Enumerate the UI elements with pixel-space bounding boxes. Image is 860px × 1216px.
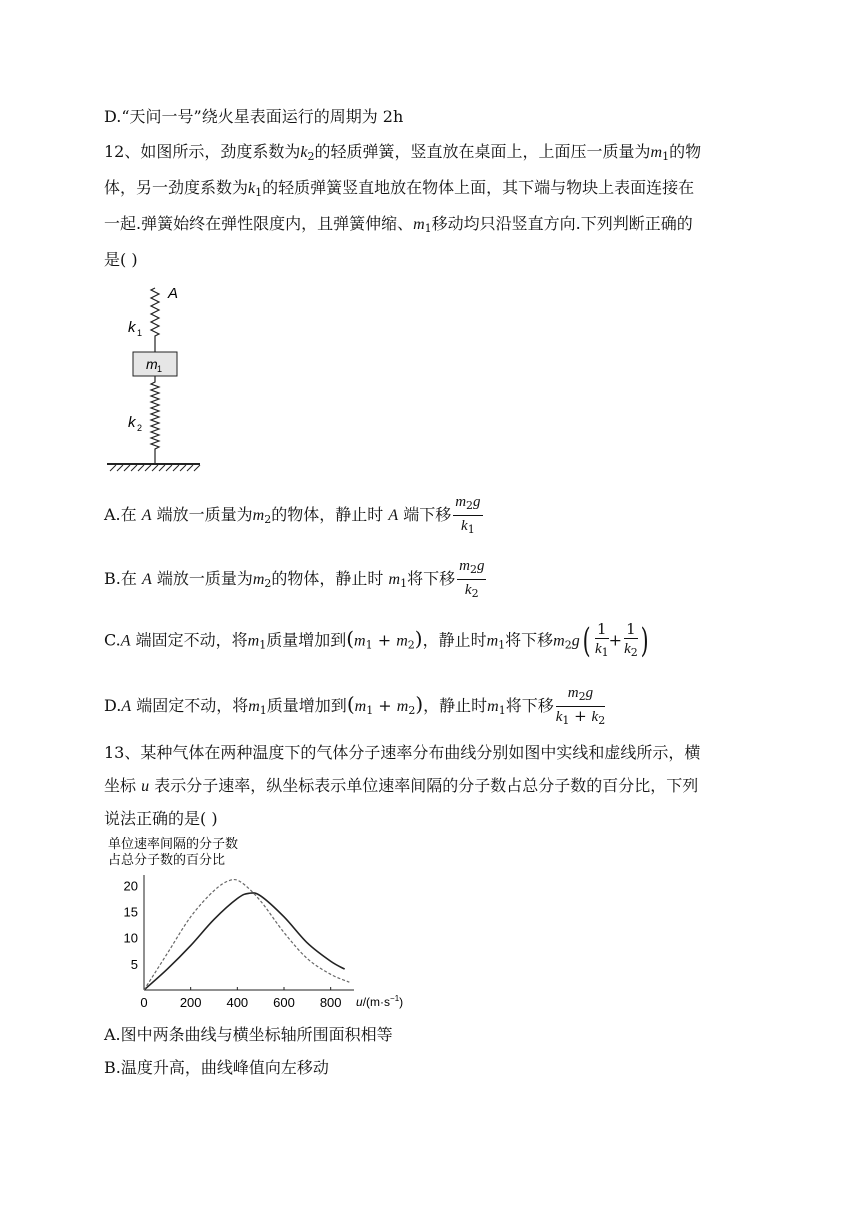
opt-text: 将下移 <box>505 696 554 715</box>
q12-text: 12、如图所示，劲度系数为 <box>104 142 301 161</box>
q12-stem-line1: 12、如图所示，劲度系数为$k_2$的轻质弹簧，竖直放在桌面上，上面压一质量为$m_1$的物 <box>104 142 702 163</box>
opt-text: 端放一质量为 <box>156 505 253 524</box>
q13-stem-line1 <box>104 740 700 766</box>
q13-option-b <box>104 1055 329 1081</box>
q13-option-a <box>104 1022 393 1048</box>
y-axis-label-line1: 单位速率间隔的分子数 <box>108 836 239 851</box>
m2-symbol: m <box>252 571 265 588</box>
label-k1-sub: 1 <box>137 328 143 338</box>
opt-text: C. <box>104 630 121 650</box>
label-k1: k <box>128 319 136 336</box>
opt-text: 端下移 <box>403 505 452 524</box>
q13-text: 说法正确的是( ) <box>104 809 218 828</box>
opt-text: ，静止时 <box>423 696 488 715</box>
A-symbol: A <box>141 571 152 588</box>
q12-option-a: A.在 A 端放一质量为$m_2$的物体，静止时 A 端下移 $\frac{m_2g}{k_1}$ <box>104 492 483 539</box>
q12-option-d: D.A 端固定不动，将$m_1$质量增加到$(m_1 + m_2)$，静止时$m_1$将下移 $\frac{m_2g}{k_1 + k_2}$ <box>104 683 605 730</box>
y-tick-label: 10 <box>123 930 138 946</box>
m1-symbol: m <box>388 571 401 588</box>
opt-text: D. <box>104 696 122 715</box>
q12-text: 的轻质弹簧竖直地放在物体上面，其下端与物块上表面连接在 <box>262 178 695 197</box>
q12-text: 一起.弹簧始终在弹性限度内，且弹簧伸缩、 <box>104 214 414 233</box>
q13-text: 13、某种气体在两种温度下的气体分子速率分布曲线分别如图中实线和虚线所示，横 <box>104 743 701 762</box>
q12-text: 移动均只沿竖直方向.下列判断正确的 <box>431 214 693 233</box>
q13-text: 表示分子速率，纵坐标表示单位速率间隔的分子数占总分子数的百分比，下列 <box>154 776 699 795</box>
A-symbol: A <box>388 507 399 524</box>
q12-option-c: C.A 端固定不动，将$m_1$质量增加到$(m_1 + m_2)$，静止时$m_1$将下移$m_2g$( $\frac{1}{k_1}$ + $\frac{1}{k_2}$ ) <box>104 620 649 661</box>
label-m1-sub: 1 <box>157 364 163 374</box>
y-axis-label-line2: 占总分子数的百分比 <box>108 852 226 867</box>
spring-k2 <box>151 376 159 464</box>
m1-symbol: m <box>247 632 260 650</box>
fraction: $\frac{m_2g}{k_1}$ <box>455 494 481 536</box>
fraction: $\frac{m_2g}{k_1 + k_2}$ <box>555 685 606 727</box>
label-A: A <box>168 285 179 302</box>
q12-text: 的轻质弹簧，竖直放在桌面上，上面压一质量为 <box>314 142 651 161</box>
spring-diagram <box>100 280 210 475</box>
y-tick-label: 20 <box>123 878 138 894</box>
x-tick-label: 200 <box>179 995 202 1010</box>
q13-stem-line3 <box>104 806 218 832</box>
y-tick-label: 15 <box>123 904 138 920</box>
q12-text: 的物 <box>669 142 702 161</box>
q13-text: 坐标 <box>104 776 137 795</box>
q12-stem-line2: 体，另一劲度系数为$k_1$的轻质弹簧竖直地放在物体上面，其下端与物块上表面连接在 <box>104 178 695 199</box>
k1-symbol: k <box>248 180 256 197</box>
m1-symbol: m <box>413 216 425 233</box>
opt-text: B.在 <box>104 569 137 588</box>
label-k2-sub: 2 <box>137 423 143 433</box>
spring-k1 <box>151 288 159 352</box>
q11-option-d <box>104 104 403 130</box>
ground-hatch <box>110 465 200 471</box>
A-symbol: A <box>120 632 131 650</box>
opt-text: 端放一质量为 <box>156 569 253 588</box>
q12-text: 体，另一劲度系数为 <box>104 178 249 197</box>
series-dashed-curve <box>144 880 349 990</box>
x-tick-label: 400 <box>226 995 249 1010</box>
opt-text: 的物体，静止时 <box>271 505 384 524</box>
A-symbol: A <box>141 507 152 524</box>
u-symbol: u <box>141 778 150 795</box>
y-tick-label: 5 <box>130 956 138 972</box>
q12-stem-line4 <box>104 247 138 273</box>
opt-text: 将下移 <box>505 630 554 650</box>
x-axis-label: $u/(m\cdot s^{-1})$ <box>356 994 404 1009</box>
opt-text: 将下移 <box>407 569 456 588</box>
x-tick-label: 800 <box>319 995 342 1010</box>
q11-option-d-text: D.“天问一号”绕火星表面运行的周期为 2h <box>104 107 404 126</box>
m1-symbol: m <box>650 144 663 161</box>
q12-stem-line3: 一起.弹簧始终在弹性限度内，且弹簧伸缩、$m_1$移动均只沿竖直方向.下列判断正确的 <box>104 214 693 235</box>
opt-text: A.在 <box>104 505 137 524</box>
q12-option-b: B.在 A 端放一质量为$m_2$的物体，静止时 $m_1$将下移 $\frac{m_2g}{k_2}$ <box>104 556 486 603</box>
q13-option-b-text: B.温度升高，曲线峰值向左移动 <box>104 1058 329 1077</box>
opt-text: 的物体，静止时 <box>271 569 384 588</box>
k2-symbol: k <box>300 144 308 161</box>
opt-text: 端固定不动，将 <box>135 630 248 650</box>
x-tick-label: 0 <box>140 995 148 1010</box>
label-m1: m <box>146 356 158 372</box>
q13-option-a-text: A.图中两条曲线与横坐标轴所围面积相等 <box>104 1025 393 1044</box>
opt-text: 质量增加到 <box>266 696 347 715</box>
opt-text: 质量增加到 <box>266 630 347 650</box>
x-tick-label: 600 <box>273 995 295 1010</box>
q12-text: 是( ) <box>104 250 138 269</box>
opt-text: 端固定不动，将 <box>136 696 249 715</box>
opt-text: ，静止时 <box>422 630 487 650</box>
m1-symbol: m <box>248 698 260 715</box>
fraction: $\frac{m_2g}{k_2}$ <box>459 558 485 600</box>
m2-symbol: m <box>252 507 265 524</box>
speed-distribution-chart <box>104 835 424 1015</box>
q13-stem-line2 <box>104 773 698 800</box>
label-k2: k <box>128 414 136 431</box>
A-symbol: A <box>121 698 132 715</box>
